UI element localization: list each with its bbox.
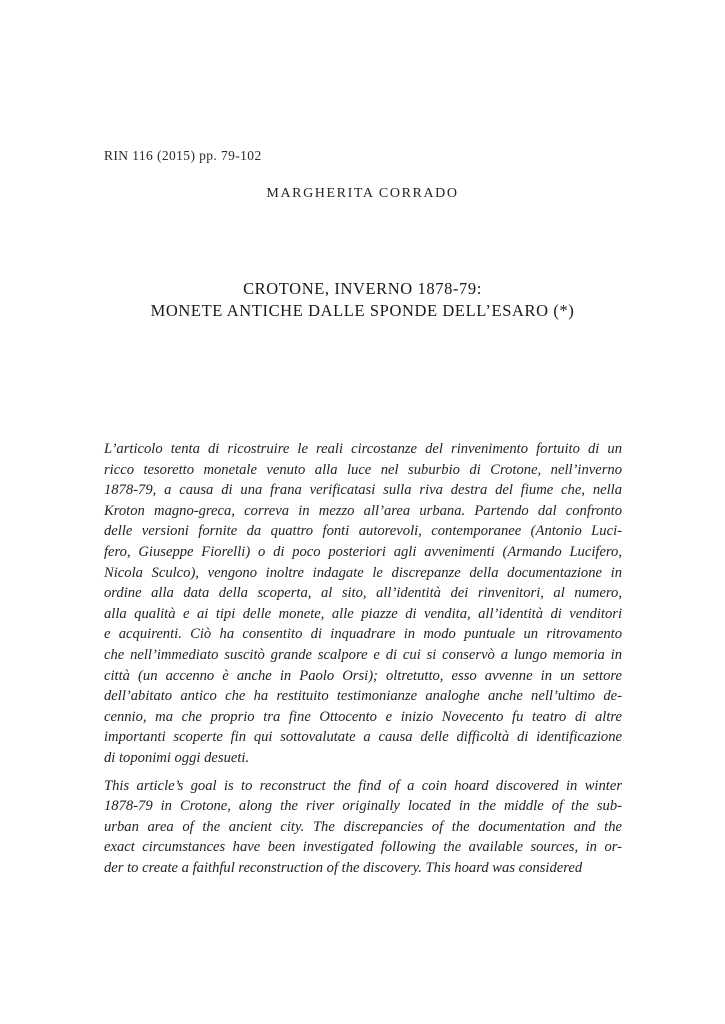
article-title [0,278,725,321]
abstract-line: Kroton magno-greca, correva in mezzo all’area urbana. Partendo dal confronto [104,502,622,519]
abstract-line: di toponimi oggi desueti. [104,749,250,766]
abstract-line: ricco tesoretto monetale venuto alla luce nel suburbio di Crotone, nell’inverno [104,461,622,478]
abstract-line: importanti scoperte fin qui sottovalutate a causa delle difficoltà di identificazione [104,729,622,746]
abstract-line: delle versioni fornite da quattro fonti autorevoli, contemporanee (Antonio Luci- [104,523,622,540]
abstract-line: This article’s goal is to reconstruct the find of a coin hoard discovered in winter [104,777,622,794]
abstract-line: cennio, ma che proprio tra fine Ottocento e inizio Novecento fu teatro di altre [104,708,622,725]
abstract-line: urban area of the ancient city. The discrepancies of the documentation and the [104,818,622,835]
article-title-line2: MONETE ANTICHE DALLE SPONDE DELL’ESARO (*) [150,300,575,320]
abstract-line: fero, Giuseppe Fiorelli) o di poco posteriori agli avvenimenti (Armando Lucifero, [104,543,622,560]
article-title-line1: CROTONE, INVERNO 1878-79: [243,279,482,298]
abstract-block [104,439,622,885]
abstract-line: che nell’immediato suscitò grande scalpore e di cui si conservò a lungo memoria in [104,646,622,663]
abstract-line: ordine alla data della scoperta, al sito, all’identità dei rinvenitori, al numero, [104,585,622,602]
abstract-italian [104,439,622,769]
abstract-line: exact circumstances have been investigated following the available sources, in or- [104,839,622,856]
abstract-line: 1878-79, a causa di una frana verificatasi sulla riva destra del fiume che, nella [104,482,622,499]
abstract-line: dell’abitato antico che ha restituito testimonianze analoghe anche nell’ultimo de- [104,688,622,705]
abstract-line: Nicola Sculco), vengono inoltre indagate le discrepanze della documentazione in [104,564,622,581]
author-name: MARGHERITA CORRADO [266,186,459,201]
abstract-line: der to create a faithful reconstruction of the discovery. This hoard was considered [104,859,583,876]
abstract-line: città (un accenno è anche in Paolo Orsi); oltretutto, esso avvenne in un settore [104,667,622,684]
journal-reference: RIN 116 (2015) pp. 79-102 [104,148,262,163]
abstract-line: e acquirenti. Ciò ha consentito di inquadrare in modo puntuale un ritrovamento [104,626,622,643]
abstract-line: 1878-79 in Crotone, along the river originally located in the middle of the sub- [104,798,622,815]
abstract-english [104,776,622,879]
abstract-line: alla qualità e ai tipi delle monete, alle piazze di vendita, all’identità di venditori [104,605,622,622]
abstract-line: L’articolo tenta di ricostruire le reali circostanze del rinvenimento fortuito di un [104,441,622,457]
